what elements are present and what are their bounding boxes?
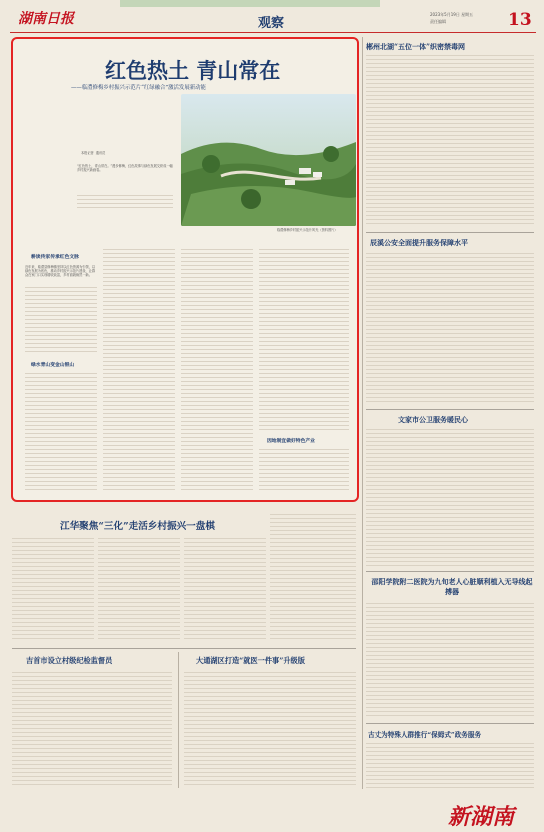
middle-body-col2 xyxy=(98,538,180,642)
right-article-2-title[interactable]: 辰溪公安全面提升服务保障水平 xyxy=(370,238,468,247)
right-divider-1 xyxy=(366,232,534,233)
right-article-5-body xyxy=(366,743,534,789)
lead-byline: 本报记者 通讯员 xyxy=(81,151,106,155)
lead-photo xyxy=(181,94,356,226)
lead-intro-lines xyxy=(77,195,173,211)
middle-headline[interactable]: 江华聚焦“三化”走活乡村振兴一盘棋 xyxy=(60,521,215,532)
right-article-3-body xyxy=(366,429,534,567)
lead-subhead-1: 耕读传家传承红色文脉 xyxy=(31,254,79,260)
middle-body-col3 xyxy=(184,538,266,642)
masthead xyxy=(0,0,544,34)
editor-line: 责任编辑 xyxy=(430,19,446,24)
right-divider-4 xyxy=(366,723,534,724)
right-article-4-body xyxy=(366,603,534,719)
paper-logo: 湖南日报 xyxy=(18,11,74,27)
column-rule xyxy=(362,37,363,789)
lead-subhead-2: 绿水青山变金山银山 xyxy=(31,362,75,368)
right-divider-2 xyxy=(366,409,534,410)
right-article-2-body xyxy=(366,253,534,405)
lead-col1-lines-b xyxy=(25,373,97,493)
right-column xyxy=(366,37,538,789)
lead-intro: “红色热土，青山常在。”漫步修梅，红色故事与绿色发展交织成一幅乡村振兴新画卷。 xyxy=(77,164,173,173)
watermark-text: 新湖南 xyxy=(448,804,515,830)
date-line: 2023年5月19日 星期五 xyxy=(430,12,474,17)
lead-col1-lines-a xyxy=(25,287,97,355)
lead-subtitle: ——临澧修梅乡村振兴示范片“红绿融合”激活发展新动能 xyxy=(71,85,206,91)
right-article-4-title[interactable]: 邵阳学院附二医院为九旬老人心脏顺利植入无导线起搏器 xyxy=(371,577,533,596)
lead-story[interactable] xyxy=(11,37,359,502)
middle-divider xyxy=(12,648,356,649)
lead-col3-lines xyxy=(181,249,253,493)
right-article-1-body xyxy=(366,55,534,227)
lead-body-sample: 近年来，临澧县修梅镇坚持以红色资源为引领，以绿色发展为底色，推动乡村振兴示范片建设，让群众在家门口实现增收致富，乡村面貌焕然一新。 xyxy=(25,265,96,278)
bottom-mid-body xyxy=(184,672,356,788)
right-article-5-title[interactable]: 古丈为特殊人群推行“保姆式”政务服务 xyxy=(368,731,482,739)
lead-subhead-3: 因地制宜做好特色产业 xyxy=(267,438,315,444)
middle-body-col1 xyxy=(12,538,94,642)
lead-col2-lines xyxy=(103,249,175,493)
photo-caption: 临澧修梅乡村振兴示范片风光（资料图片） xyxy=(277,228,338,232)
lead-title: 红色热土 青山常在 xyxy=(105,58,281,83)
right-divider-3 xyxy=(366,571,534,572)
page-number: 13 xyxy=(508,10,532,30)
lead-col4-lines-b xyxy=(259,449,349,493)
masthead-banner xyxy=(120,0,380,7)
lead-col4-lines-a xyxy=(259,249,349,431)
section-name: 观察 xyxy=(258,16,285,31)
middle-body-col4 xyxy=(270,514,356,642)
bottom-left-title[interactable]: 吉首市设立村级纪检监督员 xyxy=(26,656,113,665)
bottom-left-body xyxy=(12,672,172,788)
bottom-rule xyxy=(178,652,179,788)
right-article-3-title[interactable]: 文家市公卫服务暖民心 xyxy=(398,415,468,424)
right-article-1-title[interactable]: 郴州北湖“五位一体”织密禁毒网 xyxy=(366,42,466,51)
bottom-mid-title[interactable]: 大通湖区打造“就医一件事”升级版 xyxy=(196,656,305,665)
masthead-rule xyxy=(10,32,536,33)
watermark-logo xyxy=(448,800,540,828)
